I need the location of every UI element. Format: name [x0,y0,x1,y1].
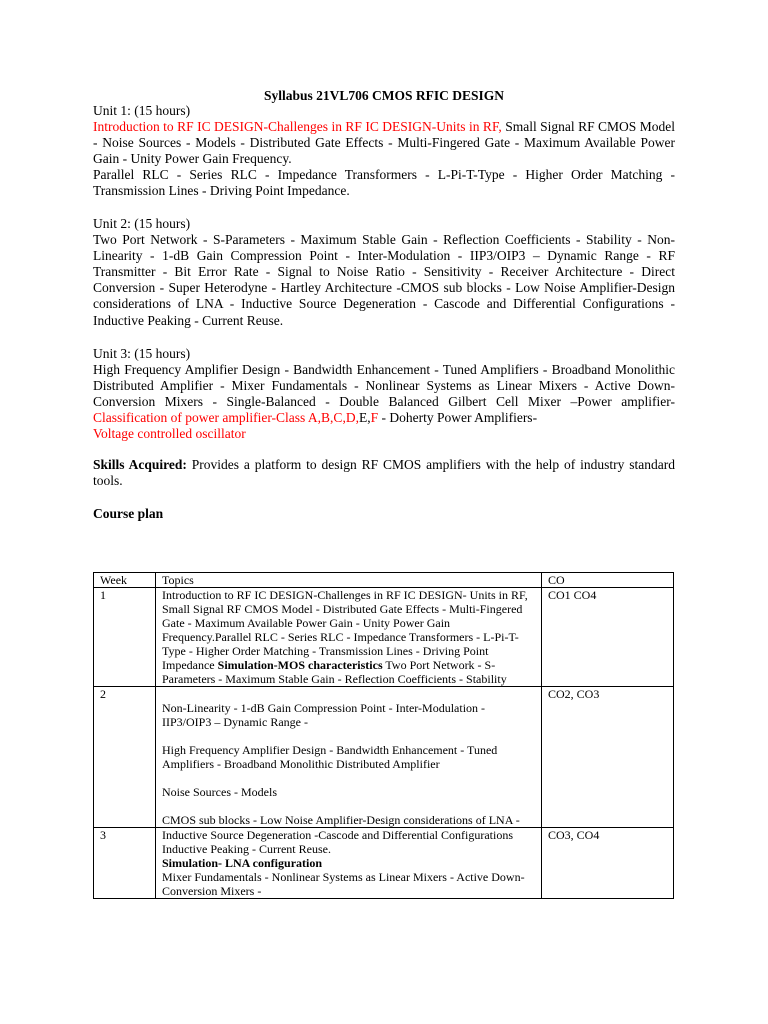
header-topics: Topics [156,573,542,588]
unit-1-section [93,103,675,200]
topics-paragraph: High Frequency Amplifier Design - Bandwidth Enhancement - Tuned Amplifiers - Broadband Monolithic Distributed Amplifier [162,743,498,771]
skills-text: Provides a platform to design RF CMOS amplifiers with the help of industry standard tools. [93,457,676,489]
unit-3-highlight-b: F [370,410,379,426]
unit-3-text-c: - Doherty Power Amplifiers- [378,410,538,426]
skills-acquired [93,457,675,489]
unit-2-paragraph: Two Port Network - S-Parameters - Maximum Stable Gain - Reflection Coefficients - Stability - Non-Linearity - 1-dB Gain Compression Point - Inter-Modulation - IIP3/OIP3 – Dynamic Range - RF Transmitter - Bit Error Rate - Signal to Noise Ratio - Sensitivity - Receiver Architecture - Direct Conversion - Super Heterodyne - Hartley Architecture -CMOS sub blocks - Low Noise Amplifier-Design considerations of LNA - Inductive Source Degeneration - Cascode and Differential Configurations - Inductive Peaking - Current Reuse. [93,232,675,328]
unit-3-highlight-a: Classification of power amplifier-Class A,B,C,D, [93,410,359,426]
topics-paragraph: Non-Linearity - 1-dB Gain Compression Point - Inter-Modulation - IIP3/OIP3 – Dynamic Range - [162,701,486,729]
unit-1-text-a: Small Signal RF CMOS Model - Noise Sources - Models - Distributed Gate Effects - Multi-Fingered Gate - Maximum Available Power Gain - Unity Power Gain Frequency. [93,119,676,167]
unit-3-highlight-c: Voltage controlled oscillator [93,426,246,442]
topics-paragraph: Inductive Source Degeneration -Cascode and Differential Configurations Inductive Peaking - Current Reuse. [162,828,513,856]
co-cell: CO2, CO3 [542,687,674,828]
table-row [94,828,674,899]
header-week: Week [94,573,156,588]
unit-3-section [93,346,675,443]
unit-3-text-a: High Frequency Amplifier Design - Bandwidth Enhancement - Tuned Amplifiers - Broadband Monolithic Distributed Amplifier - Mixer Fundamentals - Nonlinear Systems as Linear Mixers - Active Down-Conversion Mixers - Single-Balanced - Double Balanced Gilbert Cell Mixer –Power amplifier- [93,362,675,410]
table-row [94,588,674,687]
topics-paragraph: Noise Sources - Models [162,785,277,799]
unit-3-text-b: E, [358,410,371,426]
topics-cell [156,588,542,687]
topics-cell [156,687,542,828]
week-cell: 3 [94,828,156,899]
unit-1-highlight: Introduction to RF IC DESIGN-Challenges in RF IC DESIGN-Units in RF, [93,119,502,135]
unit-3-paragraph [93,362,675,442]
unit-3-heading: Unit 3: (15 hours) [93,346,191,361]
unit-2-heading: Unit 2: (15 hours) [93,216,191,231]
topics-bold: Simulation- LNA configuration [162,856,323,870]
co-cell: CO3, CO4 [542,828,674,899]
table-row [94,687,674,828]
week-cell: 2 [94,687,156,828]
course-plan-table [93,572,674,899]
co-cell: CO1 CO4 [542,588,674,687]
topics-text-b: Two Port Network - S-Parameters - Maximum Stable Gain - Reflection Coefficients - Stability [162,658,507,686]
week-cell: 1 [94,588,156,687]
unit-1-heading: Unit 1: (15 hours) [93,103,191,118]
course-plan-heading: Course plan [93,506,164,521]
header-co: CO [542,573,674,588]
topics-paragraph: Mixer Fundamentals - Nonlinear Systems as Linear Mixers - Active Down-Conversion Mixers - [162,870,525,898]
table-header-row [94,573,674,588]
skills-label: Skills Acquired: [93,457,187,472]
document-title: Syllabus 21VL706 CMOS RFIC DESIGN [263,88,505,103]
topics-paragraph: CMOS sub blocks - Low Noise Amplifier-Design considerations of LNA - [162,813,520,827]
topics-cell [156,828,542,899]
unit-1-paragraph-2: Parallel RLC - Series RLC - Impedance Transformers - L-Pi-T-Type - Higher Order Matching - Transmission Lines - Driving Point Impedance. [93,167,675,199]
topics-bold: Simulation-MOS characteristics [217,658,383,672]
unit-2-section [93,216,675,329]
unit-1-paragraph-1 [93,119,675,167]
topics-text-a: Introduction to RF IC DESIGN-Challenges in RF IC DESIGN- Units in RF, Small Signal RF CMOS Model - Distributed Gate Effects - Multi-Fingered Gate - Maximum Available Power Gain - Unity Power Gain Frequency.Parallel RLC - Series RLC - Impedance Transformers - L-Pi-T-Type - Higher Order Matching - Transmission Lines - Driving Point Impedance [162,588,528,672]
